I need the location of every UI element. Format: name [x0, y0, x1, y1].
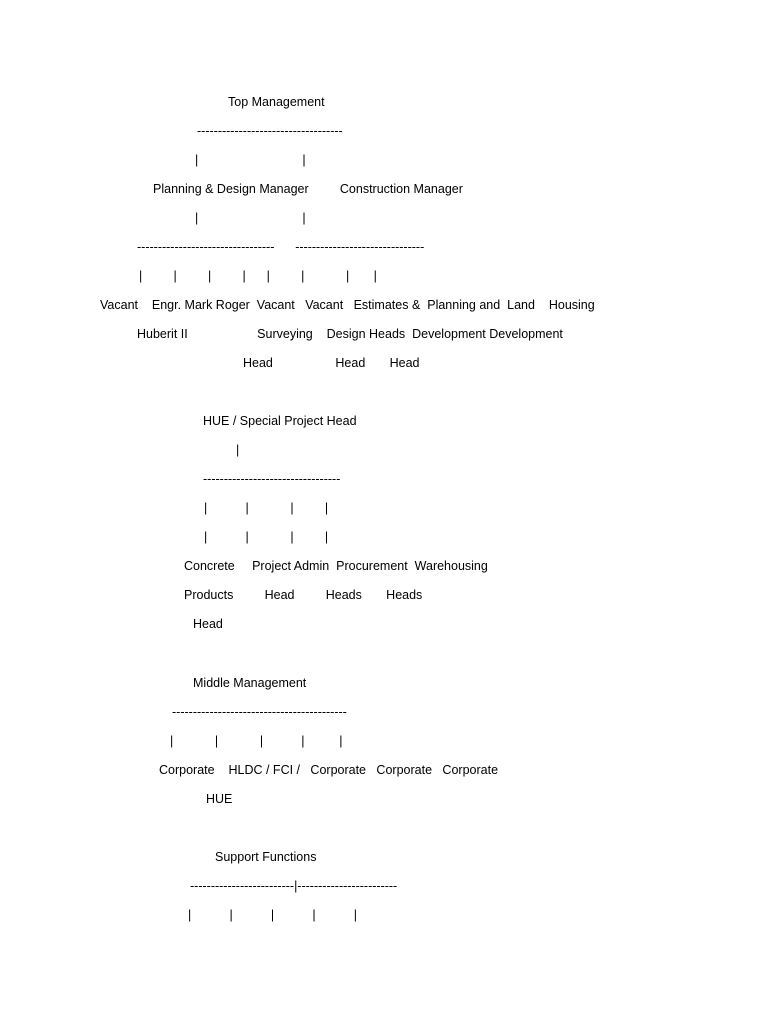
heading-hue-special-project: HUE / Special Project Head — [203, 414, 357, 428]
connector-rule: --------------------------------- — [203, 472, 341, 486]
heads-row-3: Head Head Head — [243, 356, 420, 370]
managers-row: Planning & Design Manager Construction Manager — [153, 182, 463, 196]
connector-pipe: | — [236, 443, 240, 457]
connector-pipes: | | | | | | | | — [139, 269, 377, 283]
middle-row-2: HUE — [206, 792, 233, 806]
middle-row-1: Corporate HLDC / FCI / Corporate Corporate Corporate — [159, 763, 499, 777]
heads-row-1: Vacant Engr. Mark Roger Vacant Vacant Estimates & Planning and Land Housing — [100, 298, 595, 312]
hue-heads-row-1: Concrete Project Admin Procurement Warehousing — [184, 559, 488, 573]
heading-middle-management: Middle Management — [193, 676, 307, 690]
connector-pipes: | | | | — [204, 530, 329, 544]
connector-pipes: | | | | | — [188, 908, 358, 922]
heading-top-management: Top Management — [228, 95, 325, 109]
heading-support-functions: Support Functions — [215, 850, 317, 864]
hue-heads-row-3: Head — [193, 617, 223, 631]
hue-heads-row-2: Products Head Heads Heads — [184, 588, 423, 602]
connector-pipes: | | | | | — [170, 734, 343, 748]
connector-rule: ------------------------------------------ — [172, 705, 347, 719]
connector-pipes: | | — [195, 153, 306, 167]
connector-pipes: | | — [195, 211, 306, 225]
heads-row-2: Huberit II Surveying Design Heads Development Development — [137, 327, 563, 341]
connector-rule: --------------------------------- ------------------------------- — [137, 240, 425, 254]
connector-pipes: | | | | — [204, 501, 329, 515]
connector-rule: -------------------------|------------------------ — [190, 879, 398, 893]
connector-rule: ----------------------------------- — [197, 124, 343, 138]
